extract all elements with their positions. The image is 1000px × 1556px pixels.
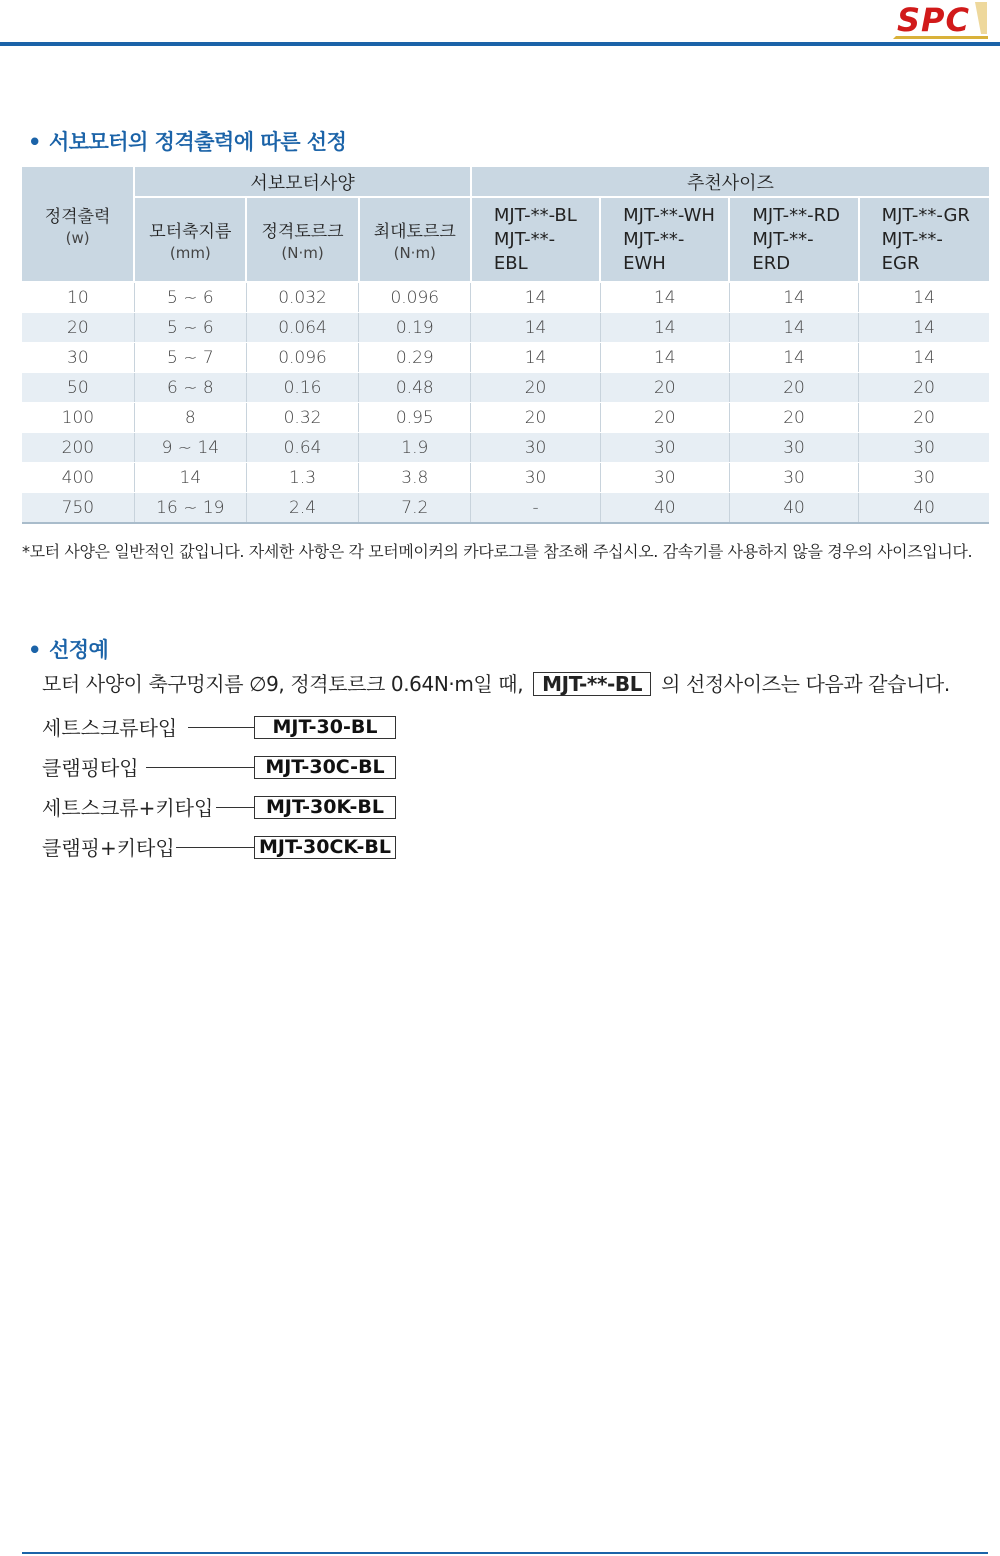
section-title-selection-example: • 선정예 (28, 638, 109, 662)
header-shaft-diameter: 모터축지름 (mm) (134, 197, 246, 282)
example-code: MJT-30CK-BL (254, 836, 396, 859)
table-row: 50 6 ~ 8 0.16 0.48 20 20 20 20 (22, 373, 989, 403)
header-rec-wh: MJT-**-WH MJT-**- EWH (600, 197, 729, 282)
leader-line (216, 807, 254, 808)
header-rated-output: 정격출력 (w) (22, 167, 134, 282)
example-model-code: MJT-**-BL (533, 672, 651, 696)
spc-logo (893, 0, 988, 40)
header-group-servo: 서보모터사양 (134, 167, 471, 197)
header-group-recommended: 추천사이즈 (471, 167, 989, 197)
example-code: MJT-30-BL (254, 716, 396, 739)
table-row: 20 5 ~ 6 0.064 0.19 14 14 14 14 (22, 313, 989, 343)
leader-line (146, 767, 254, 768)
header-rec-gr: MJT-**-GR MJT-**- EGR (859, 197, 989, 282)
table-footnote: *모터 사양은 일반적인 값입니다. 자세한 사항은 각 모터메이커의 카다로그를 참조해 주십시오. 감속기를 사용하지 않을 경우의 사이즈입니다. (22, 542, 973, 561)
example-description: 모터 사양이 축구멍지름 ∅9, 정격토르크 0.64N·m일 때, MJT-**-BL 의 선정사이즈는 다음과 같습니다. (42, 672, 950, 696)
header-rated-torque: 정격토르크 (N·m) (246, 197, 358, 282)
footer-rule (22, 1552, 988, 1554)
selection-table (22, 167, 989, 524)
header-rule (0, 42, 1000, 46)
leader-line (176, 847, 254, 848)
example-code: MJT-30C-BL (254, 756, 396, 779)
table-row: 10 5 ~ 6 0.032 0.096 14 14 14 14 (22, 282, 989, 313)
table-row: 100 8 0.32 0.95 20 20 20 20 (22, 403, 989, 433)
header-max-torque: 최대토르크 (N·m) (359, 197, 471, 282)
svg-text:SPC: SPC (897, 1, 970, 39)
table-row: 750 16 ~ 19 2.4 7.2 - 40 40 40 (22, 493, 989, 524)
table-row: 30 5 ~ 7 0.096 0.29 14 14 14 14 (22, 343, 989, 373)
section-title-selection-by-output: • 서보모터의 정격출력에 따른 선정 (28, 130, 347, 154)
header-rec-bl: MJT-**-BL MJT-**- EBL (471, 197, 600, 282)
example-code: MJT-30K-BL (254, 796, 396, 819)
table-row: 400 14 1.3 3.8 30 30 30 30 (22, 463, 989, 493)
table-row: 200 9 ~ 14 0.64 1.9 30 30 30 30 (22, 433, 989, 463)
leader-line (188, 727, 254, 728)
header-rec-rd: MJT-**-RD MJT-**- ERD (729, 197, 858, 282)
